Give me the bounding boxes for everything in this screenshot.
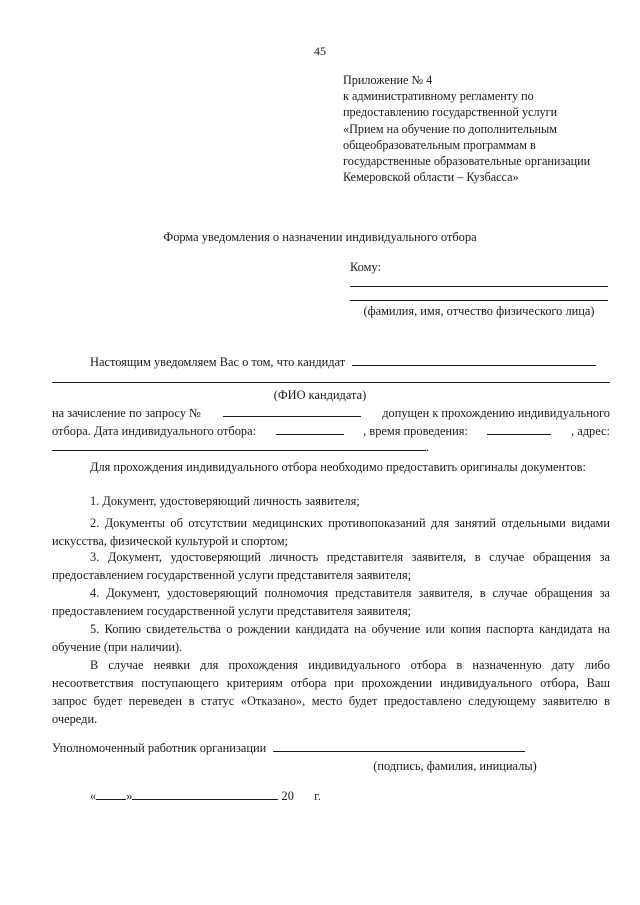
document-item-2: 2. Документы об отсутствии медицинских противопоказаний для занятий отдельными видами искусства, физической культурой и спортом; xyxy=(52,516,610,548)
admitted-text: допущен к прохождению индивидуального xyxy=(382,406,610,420)
selection-address-label: , адрес: xyxy=(571,424,610,438)
signature-caption: (подпись, фамилия, инициалы) xyxy=(373,759,537,773)
selection-time-label: , время проведения: xyxy=(363,424,468,438)
date-close-quote: » xyxy=(126,789,133,803)
selection-date-label: отбора. Дата индивидуального отбора: xyxy=(52,424,257,438)
date-month-field[interactable] xyxy=(132,787,278,800)
notice-intro: Настоящим уведомляем Вас о том, что кандидат xyxy=(90,355,346,369)
recipient-to-label: Кому: xyxy=(350,260,381,274)
address-end: . xyxy=(426,440,430,454)
date-open-quote: « xyxy=(90,789,97,803)
recipient-line-1[interactable] xyxy=(350,286,608,287)
document-item-4: 4. Документ, удостоверяющий полномочия представителя заявителя, в случае обращения за предоставлением государственной услуги представителя заявителя; xyxy=(52,586,610,618)
document-item-5: 5. Копию свидетельства о рождении кандидата на обучение или копия паспорта кандидата на обучение (при наличии). xyxy=(52,622,610,654)
signature-row xyxy=(52,739,610,757)
request-label: на зачисление по запросу № xyxy=(52,406,201,420)
no-show-paragraph: В случае неявки для прохождения индивидуального отбора в назначенную дату либо несоответствия поступающего критериям отбора при прохождении индивидуального отбора, Ваш запрос будет переведен в статус «Отказано», место будет предоставлено следующему заявителю в очереди. xyxy=(52,658,610,726)
date-year-prefix: 20 xyxy=(281,789,294,803)
address-row xyxy=(52,438,610,456)
date-row xyxy=(90,787,350,805)
selection-time-field[interactable] xyxy=(487,422,551,435)
signature-field[interactable] xyxy=(273,739,525,752)
candidate-caption: (ФИО кандидата) xyxy=(273,388,367,402)
documents-intro: Для прохождения индивидуального отбора необходимо предоставить оригиналы документов: xyxy=(90,460,586,474)
document-item-1: 1. Документ, удостоверяющий личность заявителя; xyxy=(90,494,360,508)
document-item-3: 3. Документ, удостоверяющий личность представителя заявителя, в случае обращения за предоставлением государственной услуги представителя заявителя; xyxy=(52,550,610,582)
recipient-line-2[interactable] xyxy=(350,300,608,301)
signature-label: Уполномоченный работник организации xyxy=(52,741,267,755)
form-title: Форма уведомления о назначении индивидуального отбора xyxy=(163,230,477,244)
date-day-field[interactable] xyxy=(96,787,126,800)
candidate-name-field[interactable] xyxy=(352,353,596,366)
appendix-header: Приложение № 4 к административному регламенту по предоставлению государственной услуги «Прием на обучение по дополнительным общеобразовательным программам в государственные образовательные организации Кемеровской области – Кузбасса» xyxy=(343,73,591,185)
date-year-suffix: г. xyxy=(314,789,321,803)
request-row xyxy=(52,404,610,422)
notice-intro-row xyxy=(90,353,610,371)
selection-date-field[interactable] xyxy=(276,422,344,435)
address-field[interactable] xyxy=(52,438,426,451)
recipient-caption: (фамилия, имя, отчество физического лица) xyxy=(363,304,595,318)
candidate-name-line-2[interactable] xyxy=(52,382,610,383)
request-number-field[interactable] xyxy=(223,404,361,417)
page-number: 45 xyxy=(314,44,326,58)
